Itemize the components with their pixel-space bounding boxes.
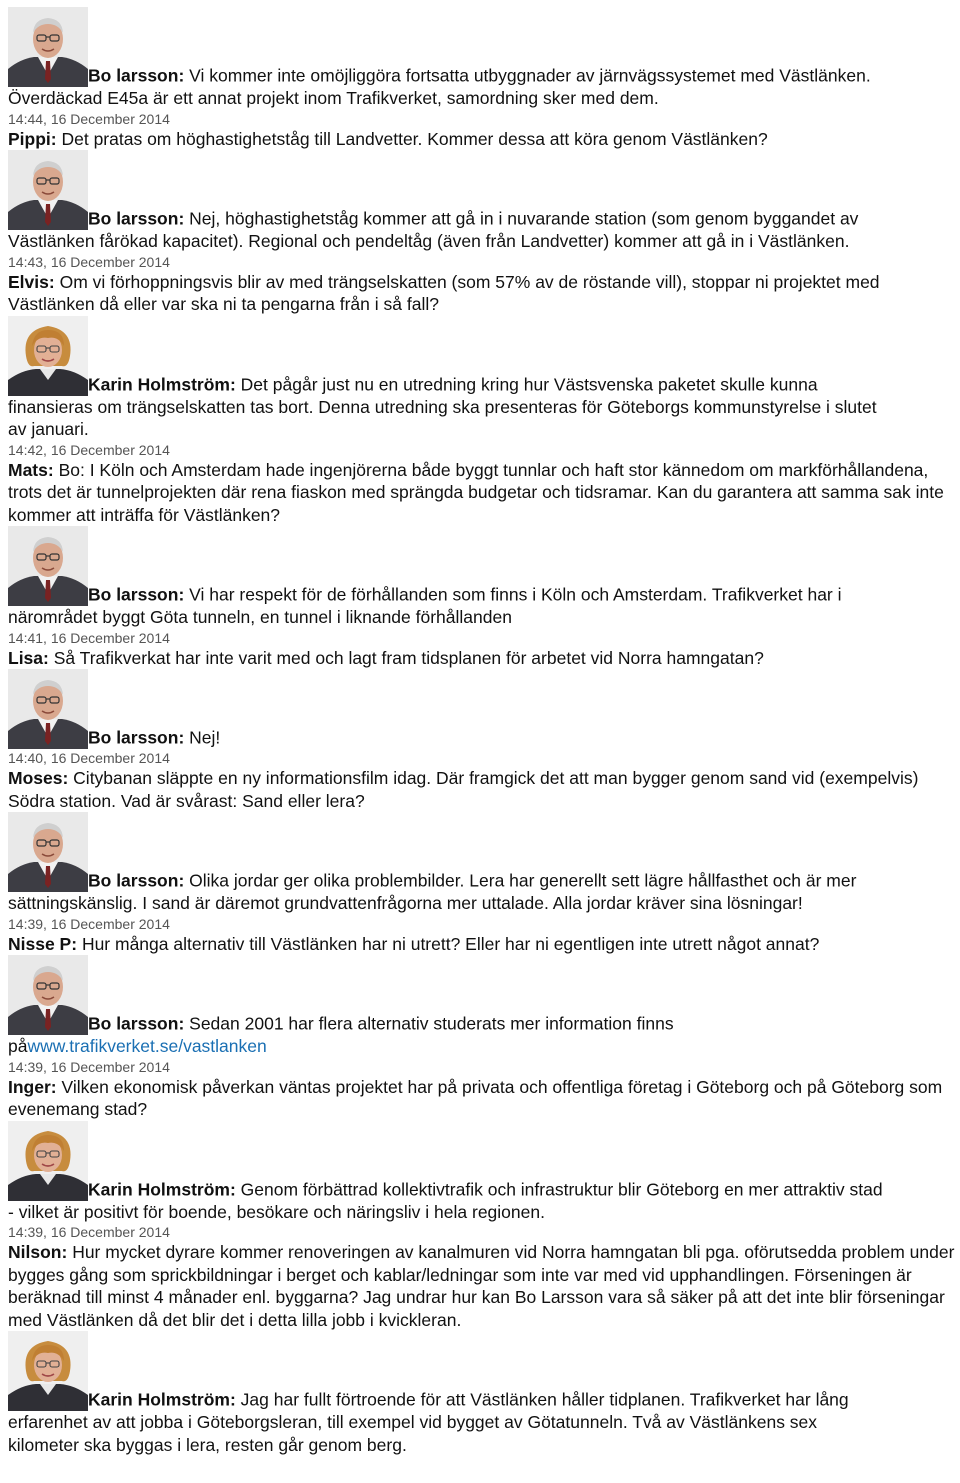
answer-block xyxy=(8,955,960,1058)
answer-block xyxy=(8,316,960,441)
question-block xyxy=(8,1058,960,1121)
avatar-bo-larsson xyxy=(8,526,88,606)
timestamp: 14:39, 16 December 2014 xyxy=(8,1224,170,1240)
answer-author: Bo larsson: xyxy=(88,1013,185,1034)
answer-author: Bo larsson: xyxy=(88,65,185,86)
question-block xyxy=(8,915,960,956)
answer-block xyxy=(8,669,960,749)
question-author: Nisse P: xyxy=(8,933,78,954)
answer-author: Bo larsson: xyxy=(88,727,185,748)
answer-text: kilometer ska byggas i lera, resten går genom berg. xyxy=(8,1434,407,1455)
avatar-karin-holmstrom xyxy=(8,1121,88,1201)
answer-text: av januari. xyxy=(8,419,89,439)
timestamp: 14:39, 16 December 2014 xyxy=(8,915,170,932)
timestamp: 14:43, 16 December 2014 xyxy=(8,253,170,270)
timestamp: 14:42, 16 December 2014 xyxy=(8,441,170,458)
answer-text: Sedan 2001 har flera alternativ studerats mer information finns xyxy=(189,1013,674,1034)
question-author: Elvis: xyxy=(8,271,55,292)
question-author: Lisa: xyxy=(8,647,49,668)
question-block xyxy=(8,749,960,812)
trafikverket-link[interactable]: www.trafikverket.se/vastlanken xyxy=(27,1036,267,1056)
answer-text: Jag har fullt förtroende för att Västlänken håller tidplanen. Trafikverket har lång xyxy=(240,1389,849,1410)
answer-text: Olika jordar ger olika problembilder. Lera har generellt sett lägre hållfasthet och är mer xyxy=(189,870,857,891)
answer-text: Västlänken fårökad kapacitet). Regional och pendeltåg (även från Landvetter) kommer att gå in i Västlänken. xyxy=(8,231,850,251)
answer-author: Bo larsson: xyxy=(88,584,185,605)
chat-transcript xyxy=(8,7,960,1456)
answer-text: - vilket är positivt för boende, besökare och näringsliv i hela regionen. xyxy=(8,1201,545,1222)
answer-text: Nej, höghastighetståg kommer att gå in i nuvarande station (som genom byggandet av xyxy=(189,208,859,229)
answer-text: Nej! xyxy=(189,727,221,748)
avatar-bo-larsson xyxy=(8,955,88,1035)
answer-author: Bo larsson: xyxy=(88,870,185,891)
answer-author: Bo larsson: xyxy=(88,208,185,229)
question-block xyxy=(8,441,960,527)
answer-block xyxy=(8,1121,960,1224)
question-text: Det pratas om höghastighetståg till Landvetter. Kommer dessa att köra genom Västlänken? xyxy=(61,128,768,149)
timestamp: 14:44, 16 December 2014 xyxy=(8,110,170,127)
answer-author: Karin Holmström: xyxy=(88,1389,236,1410)
question-text: Bo: I Köln och Amsterdam hade ingenjörerna både byggt tunnlar och haft stor kännedom om markförhållandena, trots det är tunnelprojekten där rena fiaskon med sprängda budgetar och tidsramar. Kan du garantera att samma sak inte kommer att inträffa för Västlänken? xyxy=(8,459,944,525)
question-text: Citybanan släppte en ny informationsfilm idag. Där framgick det att man bygger genom sand vid (exempelvis) Södra station. Vad är svårast: Sand eller lera? xyxy=(8,768,919,811)
answer-author: Karin Holmström: xyxy=(88,1179,236,1199)
answer-text: Det pågår just nu en utredning kring hur Västsvenska paketet skulle kunna xyxy=(240,374,818,394)
timestamp: 14:40, 16 December 2014 xyxy=(8,750,170,766)
answer-block xyxy=(8,526,960,629)
answer-block xyxy=(8,1331,960,1456)
question-author: Moses: xyxy=(8,768,69,788)
answer-author: Karin Holmström: xyxy=(88,374,236,394)
answer-block xyxy=(8,7,960,110)
avatar-bo-larsson xyxy=(8,669,88,749)
answer-text: sättningskänslig. I sand är däremot grundvattenfrågorna mer uttalade. Alla jordar kräver sina lösningar! xyxy=(8,893,803,913)
question-text: Hur mycket dyrare kommer renoveringen av kanalmuren vid Norra hamngatan bli pga. oförutsedda problem under bygges gång som sprickbildningar i berget och kablar/ledningar som inte var med vid upphandlingen. Förseningen är beräknad till minst 4 månader enl. byggarna? Jag undrar hur kan Bo Larsson vara så säker på att det inte blir förseningar med Västlänken då det blir det i detta lilla jobb i kvickleran. xyxy=(8,1242,955,1330)
question-block xyxy=(8,110,960,151)
timestamp: 14:41, 16 December 2014 xyxy=(8,629,170,646)
question-block xyxy=(8,253,960,316)
avatar-bo-larsson xyxy=(8,150,88,230)
answer-text: erfarenhet av att jobba i Göteborgsleran, till exempel vid bygget av Götatunneln. Två av Västlänkens sex xyxy=(8,1412,818,1432)
question-author: Nilson: xyxy=(8,1242,68,1262)
answer-text: Vi har respekt för de förhållanden som finns i Köln och Amsterdam. Trafikverket har i xyxy=(189,584,842,605)
answer-block xyxy=(8,812,960,915)
answer-text: Överdäckad E45a är ett annat projekt inom Trafikverket, samordning sker med dem. xyxy=(8,88,659,108)
avatar-karin-holmstrom xyxy=(8,316,88,396)
answer-text: finansieras om trängselskatten tas bort. Denna utredning ska presenteras för Göteborgs kommunstyrelse i slutet xyxy=(8,396,877,417)
question-author: Inger: xyxy=(8,1076,57,1097)
answer-block xyxy=(8,150,960,253)
question-text: Om vi förhoppningsvis blir av med trängselskatten (som 57% av de röstande vill), stoppar ni projektet med Västlänken då eller var ska ni ta pengarna från i så fall? xyxy=(8,271,880,314)
question-author: Mats: xyxy=(8,459,54,480)
timestamp: 14:39, 16 December 2014 xyxy=(8,1058,170,1075)
question-block xyxy=(8,629,960,670)
question-text: Vilken ekonomisk påverkan väntas projektet har på privata och offentliga företag i Göteborg och på Göteborg som evenemang stad? xyxy=(8,1076,943,1119)
answer-text: Genom förbättrad kollektivtrafik och infrastruktur blir Göteborg en mer attraktiv stad xyxy=(240,1179,883,1199)
avatar-karin-holmstrom xyxy=(8,1331,88,1411)
question-text: Så Trafikverkat har inte varit med och lagt fram tidsplanen för arbetet vid Norra hamngatan? xyxy=(53,647,764,668)
link-prefix: på xyxy=(8,1036,28,1056)
avatar-bo-larsson xyxy=(8,7,88,87)
question-block xyxy=(8,1223,960,1331)
question-author: Pippi: xyxy=(8,128,57,149)
avatar-bo-larsson xyxy=(8,812,88,892)
question-text: Hur många alternativ till Västlänken har ni utrett? Eller har ni egentligen inte utrett något annat? xyxy=(81,933,820,954)
answer-text: Vi kommer inte omöjliggöra fortsatta utbyggnader av järnvägssystemet med Västlänken. xyxy=(189,65,871,86)
answer-text: närområdet byggt Göta tunneln, en tunnel i liknande förhållanden xyxy=(8,607,512,627)
